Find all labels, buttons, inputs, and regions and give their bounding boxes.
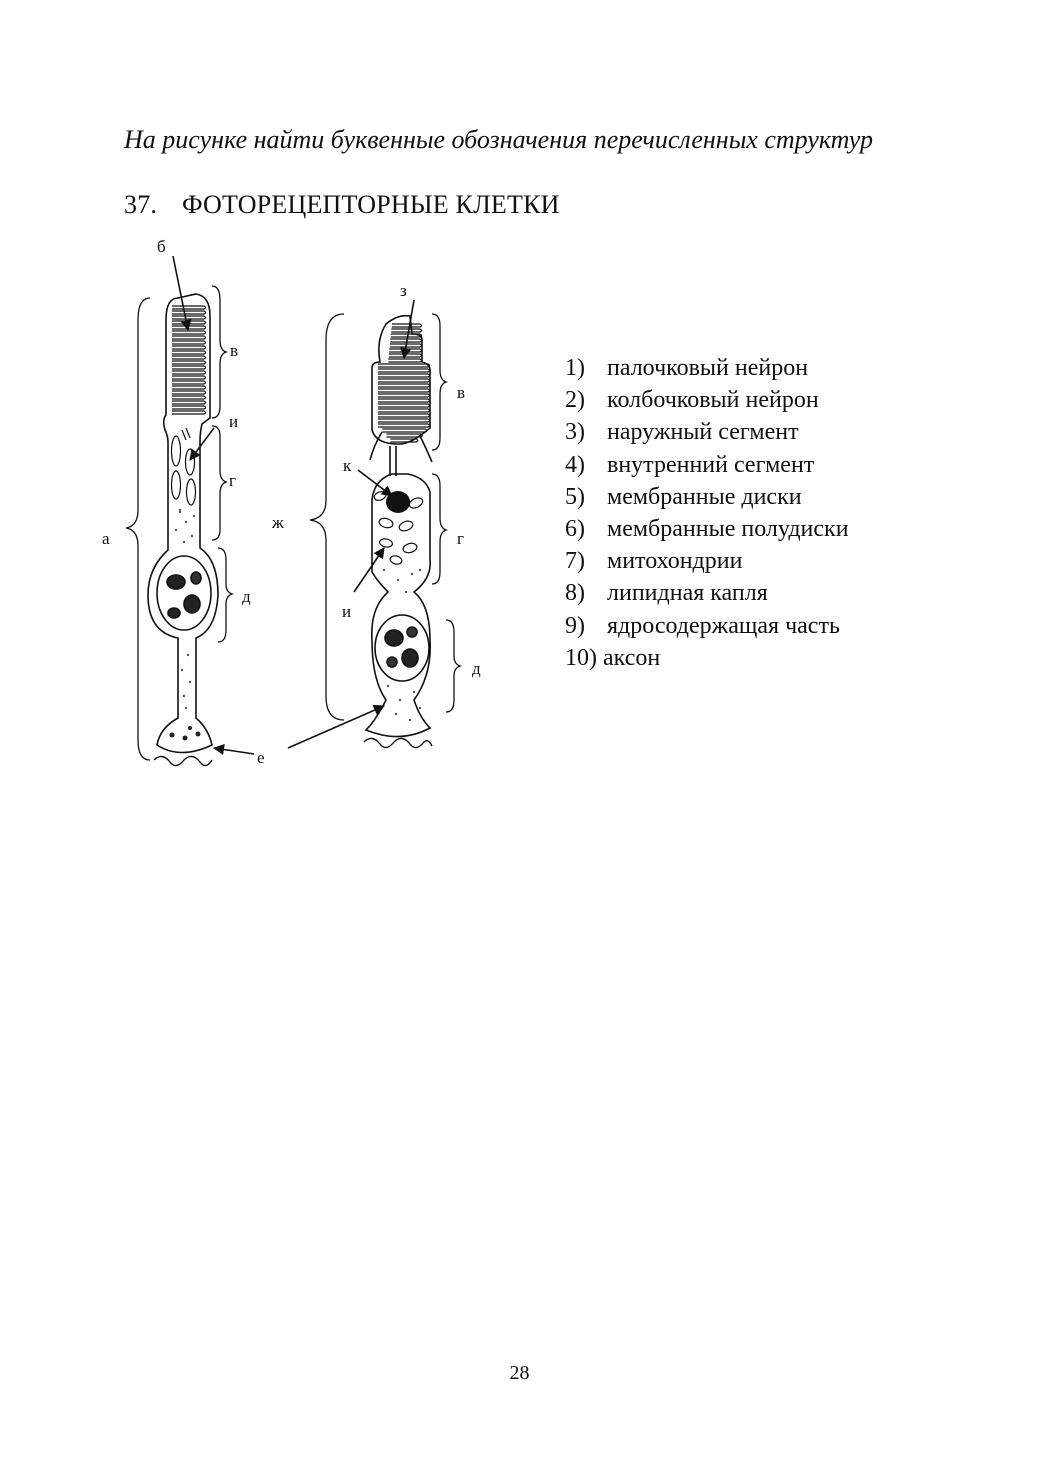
rod-disc: [172, 356, 206, 359]
granule: [405, 591, 407, 593]
label-b: б: [157, 237, 166, 256]
cone-half-disc: [378, 374, 430, 377]
cone-half-disc: [391, 329, 421, 332]
brace-a: [126, 298, 150, 760]
rod-disc: [172, 346, 206, 349]
rod-synapse-foot: [170, 726, 201, 741]
brace-g-cone: [432, 474, 446, 584]
granule: [187, 654, 189, 656]
brace-d-rod: [218, 548, 232, 642]
cone-half-disc: [378, 424, 430, 427]
arrow-i-rod: [190, 428, 214, 460]
granule: [399, 699, 401, 701]
granule: [179, 511, 181, 513]
rod-disc: [172, 321, 206, 324]
legend-item: 10) аксон: [565, 644, 661, 671]
legend-item: 1) палочковый нейрон: [565, 355, 809, 381]
figure-arrows: [173, 256, 414, 754]
cone-half-disc: [392, 324, 422, 327]
rod-disc: [172, 341, 206, 344]
legend-list: [565, 352, 849, 674]
cone-half-disc: [378, 404, 430, 407]
label-v-cone: в: [457, 383, 466, 402]
granule: [411, 573, 413, 575]
cone-nucleus: [375, 615, 429, 681]
granule: [419, 707, 421, 709]
rod-disc: [172, 381, 206, 384]
section-title: ФОТОРЕЦЕПТОРНЫЕ КЛЕТКИ: [182, 190, 560, 219]
brace-d-cone: [446, 620, 460, 712]
rod-nucleus: [157, 556, 211, 630]
rod-disc: [172, 396, 206, 399]
rod-membrane-discs: [172, 306, 206, 414]
photoreceptor-figure: [0, 230, 560, 800]
label-e: е: [257, 748, 265, 767]
task-instruction: На рисунке найти буквенные обозначения перечисленных структур: [124, 125, 873, 154]
cone-half-disc: [378, 419, 430, 422]
rod-cell-outline: [148, 294, 218, 753]
granule: [397, 579, 399, 581]
label-v-rod: в: [230, 341, 239, 360]
label-i-cone: и: [342, 602, 352, 621]
label-g-rod: г: [229, 471, 236, 490]
brace-v-cone: [432, 314, 446, 450]
rod-disc: [172, 306, 206, 309]
rod-disc: [172, 406, 206, 409]
brace-v-rod: [212, 286, 226, 418]
rod-disc: [172, 401, 206, 404]
section-number: 37.: [124, 190, 158, 219]
cone-calyceal-process-right: [420, 436, 432, 462]
cone-half-disc: [378, 389, 430, 392]
rod-disc: [172, 376, 206, 379]
legend-item: 9) ядросодержащая часть: [565, 612, 840, 639]
brace-zh: [310, 314, 344, 720]
cone-half-disc: [378, 384, 430, 387]
cone-half-disc: [386, 434, 422, 437]
rod-disc: [172, 326, 206, 329]
granule: [181, 669, 183, 671]
rod-disc: [172, 311, 206, 314]
photoreceptor-drawing: [0, 230, 560, 800]
granule: [409, 719, 411, 721]
granule: [383, 569, 385, 571]
label-zh: ж: [272, 513, 284, 532]
rod-disc: [172, 386, 206, 389]
granule: [191, 535, 193, 537]
label-d-rod: д: [242, 587, 251, 606]
granule: [175, 529, 177, 531]
cone-inner-segment: [366, 474, 430, 737]
legend-item: 5) мембранные диски: [565, 483, 802, 510]
cone-half-disc: [378, 409, 430, 412]
rod-cell: [148, 294, 218, 753]
legend-item: 6) мембранные полудиски: [565, 516, 849, 543]
brace-g-rod: [212, 426, 226, 540]
granule: [193, 515, 195, 517]
legend-item: 4) внутренний сегмент: [565, 451, 815, 478]
rod-mitochondria: [172, 428, 196, 505]
legend-item: 3) наружный сегмент: [565, 419, 799, 446]
cone-half-disc: [378, 379, 430, 382]
cone-half-disc: [378, 414, 430, 417]
legend-item: 2) колбочковый нейрон: [565, 387, 819, 414]
granule: [189, 681, 191, 683]
label-z: з: [400, 281, 407, 300]
rod-disc: [172, 391, 206, 394]
cone-half-disc: [382, 429, 426, 432]
arrow-e-rod: [214, 748, 254, 754]
granule: [183, 541, 185, 543]
cone-half-disc: [390, 339, 421, 342]
rod-disc: [172, 361, 206, 364]
label-d-cone: д: [472, 659, 481, 678]
arrow-i-cone: [354, 548, 384, 592]
cone-half-disc: [378, 394, 430, 397]
granule: [183, 695, 185, 697]
legend-item: 7) митохондрии: [565, 548, 743, 575]
granule: [419, 569, 421, 571]
rod-synapse-terminal: [154, 756, 212, 765]
rod-disc: [172, 366, 206, 369]
granule: [185, 707, 187, 709]
cone-half-disc: [378, 369, 430, 372]
label-i-rod: и: [229, 412, 239, 431]
rod-disc: [172, 411, 206, 414]
cone-synapse-terminal: [364, 738, 432, 747]
granule: [413, 691, 415, 693]
granule: [395, 713, 397, 715]
page-number: 28: [509, 1362, 530, 1384]
label-a: а: [102, 529, 110, 548]
section-heading: [124, 188, 560, 222]
label-g-cone: г: [457, 529, 464, 548]
cone-half-disc: [391, 334, 422, 337]
cone-half-disc: [388, 359, 421, 362]
rod-disc: [172, 336, 206, 339]
cone-half-disc: [378, 399, 430, 402]
legend-item: 8) липидная капля: [565, 580, 768, 607]
arrow-k: [358, 470, 392, 496]
cone-half-disc: [378, 364, 430, 367]
rod-disc: [172, 331, 206, 334]
rod-disc: [172, 371, 206, 374]
label-k: к: [343, 456, 352, 475]
rod-disc: [172, 316, 206, 319]
granule: [185, 521, 187, 523]
granule: [387, 685, 389, 687]
rod-disc: [172, 351, 206, 354]
